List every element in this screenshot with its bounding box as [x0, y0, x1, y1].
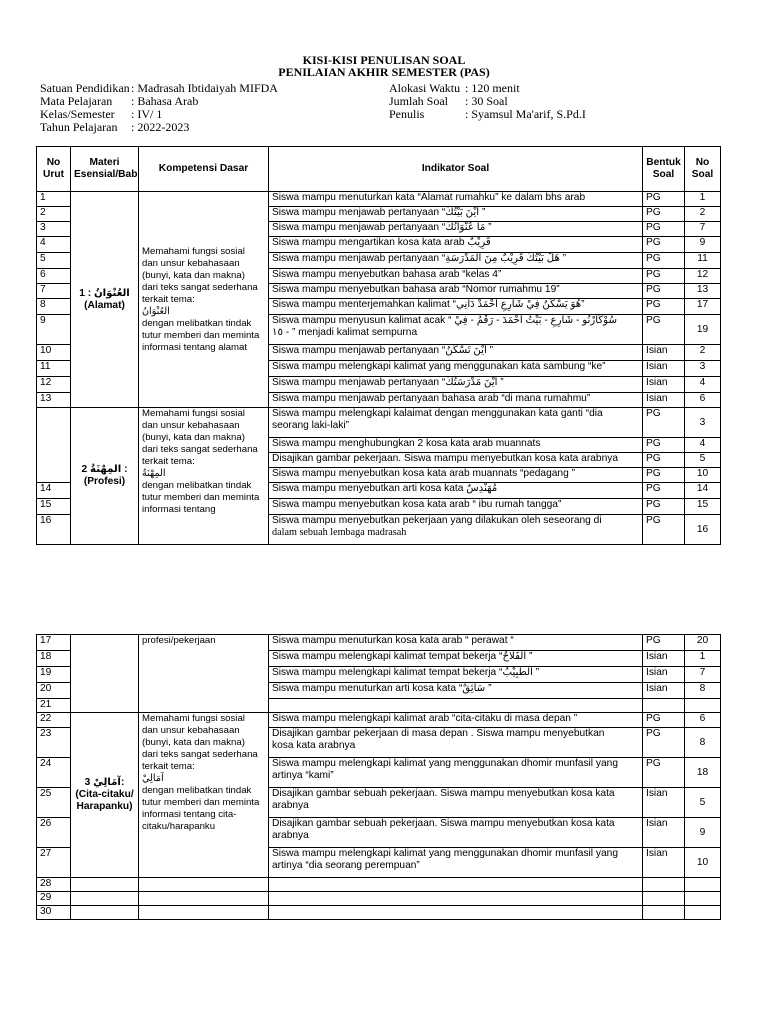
no-soal: 16	[685, 515, 721, 545]
document-title: KISI-KISI PENULISAN SOAL	[302, 53, 466, 67]
row-no: 17	[37, 635, 71, 651]
indikator-line: kosa kata arabnya	[272, 740, 356, 751]
indikator: Siswa mampu menyebutkan bahasa arab “Nomor rumahmu 19”	[269, 284, 643, 299]
bentuk-soal: Isian	[643, 818, 685, 848]
row-no: 11	[37, 361, 71, 377]
indikator: Siswa mampu menyebutkan kosa kata arab “ ibu rumah tangga”	[269, 499, 643, 515]
no-soal: 6	[685, 713, 721, 728]
indikator	[269, 788, 643, 818]
kd-line: dari teks sangat sederhana	[142, 749, 258, 760]
row-no: 7	[37, 284, 71, 299]
empty-cell	[71, 906, 139, 920]
indikator-line: Siswa mampu melengkapi kalimat yang menggunakan dhomir munfasil yang	[272, 758, 618, 769]
info-value: : IV/ 1	[131, 107, 163, 121]
bab-2-continued	[71, 635, 139, 713]
row-no: 21	[37, 699, 71, 713]
bentuk-soal: PG	[643, 299, 685, 315]
bab-latin: (Cita-citaku/ Harapanku)	[75, 789, 134, 812]
empty-cell	[71, 892, 139, 906]
kd-line: tutur memberi dan meminta	[142, 492, 260, 503]
info-label: Satuan Pendidikan	[40, 81, 130, 95]
indikator	[139, 878, 269, 892]
kd-arabic: المِهْنَةُ	[142, 468, 166, 479]
bentuk-soal: PG	[643, 483, 685, 499]
indikator-line: ١٥ - ” menjadi kalimat sempurna	[272, 327, 418, 338]
info-left	[40, 82, 278, 134]
kd-line: informasi tentang alamat	[142, 341, 248, 353]
indikator: Siswa mampu menjawab pertanyaan bahasa arab “di mana rumahmu”	[269, 393, 643, 408]
info-label: Jumlah Soal	[389, 94, 448, 108]
bentuk-soal: Isian	[643, 667, 685, 683]
info-label: Mata Pelajaran	[40, 94, 113, 108]
kd-line: dan unsur kebahasaan	[142, 420, 240, 431]
kd-line: informasi tentang	[142, 504, 216, 515]
bentuk-soal: Isian	[643, 683, 685, 699]
indikator	[269, 515, 643, 545]
row-no: 13	[37, 393, 71, 408]
indikator-line: Siswa mampu melengkapi kalimat yang menggunakan dhomir munfasil yang	[272, 848, 618, 859]
no-soal: 3	[685, 361, 721, 377]
kd-line: Memahami fungsi sosial	[142, 245, 245, 257]
bab-latin: (Alamat)	[84, 299, 125, 311]
bab-number: 2 :	[81, 464, 128, 475]
indikator	[269, 906, 643, 920]
no-soal: 19	[685, 315, 721, 345]
indikator: Siswa mampu menjawab pertanyaan “أَيْنَ تَسْكُنُ ”	[269, 345, 643, 361]
kisi-table-page-2	[36, 634, 721, 920]
bentuk-soal: PG	[643, 253, 685, 269]
header-no-soal: No Soal	[685, 147, 721, 192]
bentuk-soal: Isian	[643, 788, 685, 818]
indikator: Siswa mampu melengkapi kalimat arab “cita-citaku di masa depan ”	[269, 713, 643, 728]
bentuk-soal: PG	[643, 222, 685, 237]
no-soal: 5	[685, 788, 721, 818]
empty-cell	[139, 892, 269, 906]
indikator: Siswa mampu menjawab pertanyaan “مَا عُنْوَانُكَ ”	[269, 222, 643, 237]
indikator	[269, 892, 643, 906]
kd-line: terkait tema:	[142, 293, 195, 305]
kd-line: tutur memberi dan meminta	[142, 797, 260, 808]
indikator	[269, 848, 643, 878]
row-no: 18	[37, 651, 71, 667]
indikator: Siswa mampu menterjemahkan kalimat “هُوَ يَسْكُنُ فِيْ شَارِعِ أَحْمَدْ دَانِي”	[269, 299, 643, 315]
bentuk-soal: PG	[643, 635, 685, 651]
bentuk-soal: PG	[643, 468, 685, 483]
bab-arabic: المِهْنَةُ	[90, 464, 122, 475]
info-value: : Syamsul Ma'arif, S.Pd.I	[465, 107, 586, 121]
no-soal: 13	[685, 284, 721, 299]
kd-line: terkait tema:	[142, 761, 195, 772]
no-soal: 10	[685, 848, 721, 878]
kd-line: dari teks sangat sederhana	[142, 444, 258, 455]
no-soal: 14	[685, 483, 721, 499]
header-bentuk: Bentuk Soal	[643, 147, 685, 192]
row-no: 3	[37, 222, 71, 237]
kd-arabic: آمَالِيْ	[142, 773, 164, 784]
bentuk-soal: Isian	[643, 377, 685, 393]
info-label: Penulis	[389, 107, 425, 121]
indikator	[269, 728, 643, 758]
no-soal: 2	[685, 345, 721, 361]
row-no: 16	[37, 515, 71, 545]
header-indikator: Indikator Soal	[269, 147, 643, 192]
row-no: 14	[37, 483, 71, 499]
indikator: Siswa mampu menyebutkan kosa kata arab muannats “pedagang ”	[269, 468, 643, 483]
kd-line: informasi tentang cita-	[142, 809, 237, 820]
indikator	[269, 758, 643, 788]
info-value: : 120 menit	[465, 81, 520, 95]
info-value: : 30 Soal	[465, 94, 508, 108]
bentuk-soal	[269, 878, 643, 892]
indikator-line: artinya “kami”	[272, 770, 334, 781]
indikator-line: seorang laki-laki”	[272, 420, 350, 431]
indikator-line: arabnya	[272, 830, 309, 841]
indikator-line: Siswa mampu menyusun kalimat acak “ سُوْكَارْنُو - شَارِعِ - بَيْتُ أَحْمَدَ - رَقْمُ - فِيْ	[272, 315, 617, 326]
bentuk-soal: PG	[643, 453, 685, 468]
bab-3-cell	[71, 713, 139, 878]
row-no: 5	[37, 253, 71, 269]
bentuk-soal: PG	[643, 408, 685, 438]
row-no: 30	[37, 906, 71, 920]
bentuk-soal	[643, 906, 685, 920]
no-soal: 17	[685, 299, 721, 315]
no-soal: 2	[685, 207, 721, 222]
row-no: 15	[37, 499, 71, 515]
indikator-line: dalam sebuah lembaga madrasah	[272, 527, 407, 538]
indikator: Siswa mampu menjawab pertanyaan “أَيْنَ بَيْتُكَ ”	[269, 207, 643, 222]
row-no: 22	[37, 713, 71, 728]
no-soal: 8	[685, 683, 721, 699]
bentuk-soal: PG	[643, 713, 685, 728]
empty-cell	[139, 906, 269, 920]
no-soal: 3	[685, 408, 721, 438]
kd-line: dengan melibatkan tindak	[142, 317, 252, 329]
bentuk-soal: PG	[643, 499, 685, 515]
bentuk-soal: Isian	[643, 345, 685, 361]
row-no: 6	[37, 269, 71, 284]
indikator: Siswa mampu menjawab pertanyaan “هَلْ بَيْتُكَ قَرِيْبٌ مِنَ الْمَدْرَسَةِ ”	[269, 253, 643, 269]
info-value: : Bahasa Arab	[131, 94, 199, 108]
row-no: 10	[37, 345, 71, 361]
indikator-line: Siswa mampu melengkapi kalaimat dengan menggunakan kata ganti “dia	[272, 408, 603, 419]
bentuk-soal: PG	[643, 269, 685, 284]
kd-2-continued: profesi/pekerjaan	[139, 635, 269, 713]
bentuk-soal	[643, 699, 685, 713]
no-soal: 7	[685, 667, 721, 683]
bentuk-soal: PG	[643, 237, 685, 253]
kd-line: Memahami fungsi sosial	[142, 408, 245, 419]
no-soal	[685, 892, 721, 906]
info-value: : Madrasah Ibtidaiyah MIFDA	[131, 81, 278, 95]
kd-line: dan unsur kebahasaan	[142, 257, 240, 269]
kd-arabic: العُنْوَانُ	[142, 305, 170, 317]
bentuk-soal: PG	[643, 207, 685, 222]
no-soal: 7	[685, 222, 721, 237]
bentuk-soal: PG	[643, 728, 685, 758]
kd-line: dari teks sangat sederhana	[142, 281, 258, 293]
indikator-line: Disajikan gambar sebuah pekerjaan. Siswa mampu menyebutkan kosa kata	[272, 818, 615, 829]
bentuk-soal: PG	[643, 284, 685, 299]
indikator-line: artinya “dia seorang perempuan”	[272, 860, 420, 871]
bab-number: 3:	[84, 777, 125, 788]
empty-cell	[71, 878, 139, 892]
bentuk-soal: PG	[643, 515, 685, 545]
row-no: 8	[37, 299, 71, 315]
no-soal: 20	[685, 635, 721, 651]
row-no: 20	[37, 683, 71, 699]
indikator: Disajikan gambar pekerjaan. Siswa mampu menyebutkan kosa kata arabnya	[269, 453, 643, 468]
kd-line: citaku/harapanku	[142, 821, 216, 832]
kd-3-cell	[139, 713, 269, 878]
row-no: 4	[37, 237, 71, 253]
indikator	[269, 315, 643, 345]
row-no: 19	[37, 667, 71, 683]
no-soal: 10	[685, 468, 721, 483]
kd-line: dengan melibatkan tindak	[142, 785, 252, 796]
kd-2-cell	[139, 408, 269, 545]
bentuk-soal: PG	[643, 438, 685, 453]
indikator: Siswa mampu melengkapi kalimat yang menggunakan kata sambung “ke”	[269, 361, 643, 377]
info-value: : 2022-2023	[131, 120, 190, 134]
no-soal: 4	[685, 377, 721, 393]
row-no: 24	[37, 758, 71, 788]
indikator: Siswa mampu melengkapi kalimat tempat bekerja “الْفَلَّاحُ ”	[269, 651, 643, 667]
kd-line: terkait tema:	[142, 456, 195, 467]
bentuk-soal: Isian	[643, 848, 685, 878]
bentuk-soal: Isian	[643, 393, 685, 408]
bab-arabic: العُنْوَانُ	[93, 287, 130, 299]
no-soal: 1	[685, 651, 721, 667]
kd-line: (bunyi, kata dan makna)	[142, 737, 245, 748]
kd-line: tutur memberi dan meminta	[142, 329, 260, 341]
kisi-table-page-1	[36, 146, 721, 545]
info-right	[389, 82, 586, 121]
bab-1-cell	[71, 192, 139, 408]
no-soal: 4	[685, 438, 721, 453]
kd-line: (bunyi, kata dan makna)	[142, 269, 245, 281]
indikator-line: Siswa mampu menyebutkan pekerjaan yang dilakukan oleh seseorang di	[272, 515, 602, 526]
indikator: Siswa mampu melengkapi kalimat tempat bekerja “الطَّبِيْبُ ”	[269, 667, 643, 683]
no-soal: 9	[685, 237, 721, 253]
bentuk-soal: PG	[643, 315, 685, 345]
row-no	[37, 408, 71, 483]
row-no: 9	[37, 315, 71, 345]
no-soal: 5	[685, 453, 721, 468]
no-soal: 15	[685, 499, 721, 515]
no-soal: 12	[685, 269, 721, 284]
row-no: 23	[37, 728, 71, 758]
info-label: Tahun Pelajaran	[40, 120, 118, 134]
kd-1-cell	[139, 192, 269, 408]
no-soal	[643, 878, 685, 892]
bentuk-soal: Isian	[643, 361, 685, 377]
kd-line: (bunyi, kata dan makna)	[142, 432, 245, 443]
bentuk-soal	[643, 892, 685, 906]
header-kompetensi: Kompetensi Dasar	[139, 147, 269, 192]
no-soal: 18	[685, 758, 721, 788]
header-no-urut: No Urut	[37, 147, 71, 192]
no-soal: 11	[685, 253, 721, 269]
kd-line: dan unsur kebahasaan	[142, 725, 240, 736]
indikator: Siswa mampu menyebutkan bahasa arab “kelas 4”	[269, 269, 643, 284]
bentuk-soal: PG	[643, 758, 685, 788]
indikator: Siswa mampu menuturkan arti kosa kata “سَائِقٌ ”	[269, 683, 643, 699]
bab-arabic: آمَالِيْ	[93, 777, 121, 788]
bab-latin: (Profesi)	[83, 476, 126, 487]
empty-cell	[685, 878, 721, 892]
indikator: Siswa mampu menghubungkan 2 kosa kata arab muannats	[269, 438, 643, 453]
info-label: Alokasi Waktu	[389, 81, 461, 95]
row-no: 1	[37, 192, 71, 207]
indikator	[269, 408, 643, 438]
row-no: 12	[37, 377, 71, 393]
bentuk-soal: PG	[643, 192, 685, 207]
kd-line: dengan melibatkan tindak	[142, 480, 252, 491]
row-no: 2	[37, 207, 71, 222]
row-no: 29	[37, 892, 71, 906]
kd-line: Memahami fungsi sosial	[142, 713, 245, 724]
row-no: 28	[37, 878, 71, 892]
indikator: Siswa mampu menuturkan kosa kata arab “ perawat “	[269, 635, 643, 651]
indikator-line: Disajikan gambar pekerjaan di masa depan . Siswa mampu menyebutkan	[272, 728, 605, 739]
document-subtitle: PENILAIAN AKHIR SEMESTER (PAS)	[278, 65, 490, 79]
bab-2-cell	[71, 408, 139, 545]
no-soal: 8	[685, 728, 721, 758]
indikator: Siswa mampu menyebutkan arti kosa kata مُهَنْدِسٌ	[269, 483, 643, 499]
row-no: 25	[37, 788, 71, 818]
no-soal: 6	[685, 393, 721, 408]
indikator: Siswa mampu menjawab pertanyaan “أَيْنَ مَدْرَسَتُكَ ”	[269, 377, 643, 393]
indikator: Siswa mampu menuturkan kata “Alamat rumahku” ke dalam bhs arab	[269, 192, 643, 207]
header-materi: Materi Esensial/Bab	[71, 147, 139, 192]
no-soal: 1	[685, 192, 721, 207]
info-label: Kelas/Semester	[40, 107, 115, 121]
row-no: 26	[37, 818, 71, 848]
indikator	[269, 699, 643, 713]
bentuk-soal: Isian	[643, 651, 685, 667]
indikator-line: Disajikan gambar sebuah pekerjaan. Siswa mampu menyebutkan kosa kata	[272, 788, 615, 799]
no-soal	[685, 906, 721, 920]
indikator	[269, 818, 643, 848]
indikator: Siswa mampu mengartikan kosa kata arab قَرِيْبٌ	[269, 237, 643, 253]
no-soal	[685, 699, 721, 713]
no-soal: 9	[685, 818, 721, 848]
row-no: 27	[37, 848, 71, 878]
indikator-line: arabnya	[272, 800, 309, 811]
bab-number: : 1	[79, 287, 92, 299]
